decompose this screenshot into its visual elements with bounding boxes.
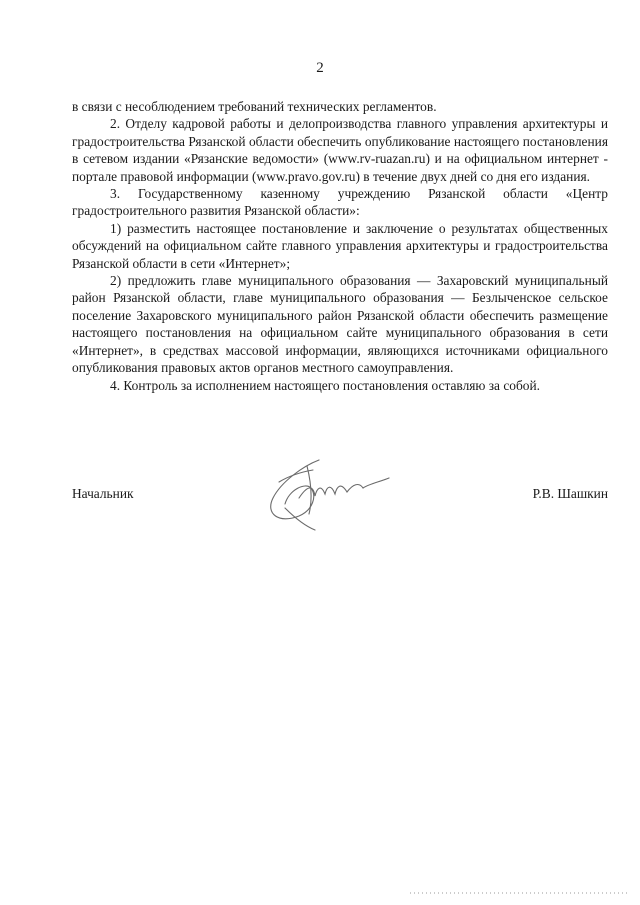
paragraph-1-continuation: в связи с несоблюдением требований технических регламентов. [72,99,437,114]
paragraph-item-3-1: 1) разместить настоящее постановление и заключение о результатах общественных обсуждений на официальном сайте главного управления архитектуры и градостроительства Рязанской области в сети «Интернет»; [72,220,608,271]
paragraph-item-2: 2. Отделу кадровой работы и делопроизводства главного управления архитектуры и градостроительства Рязанской области обеспечить опубликование настоящего постановления в сетевом издании «Рязанские ведомости» (www.rv-ruazan.ru) и на официальном интернет - портале правовой информации (www.pravo.gov.ru) в течение двух дней со дня его издания. [72,116,608,184]
signature-block [72,486,608,526]
paragraph-item-3-2: 2) предложить главе муниципального образования — Захаровский муниципальный район Рязанской области, главе муниципального образования — Безлыченское сельское поселение Захаровского муниципального район Рязанской области обеспечить размещение настоящего постановления на официальном сайте муниципального образования в сети «Интернет», в средствах массовой информации, являющихся источниками официального опубликования правовых актов органов местного самоуправления. [72,273,608,376]
signer-name: Р.В. Шашкин [532,486,608,501]
paragraph-item-4: 4. Контроль за исполнением настоящего постановления оставляю за собой. [110,377,541,393]
position-title: Начальник [72,486,134,501]
scan-artifact-dotted-line [410,890,630,896]
paragraph-item-3: 3. Государственному казенному учреждению Рязанской области «Центр градостроительного развития Рязанской области»: [72,186,608,219]
page-number: 2 [316,60,324,76]
document-body [72,98,608,394]
